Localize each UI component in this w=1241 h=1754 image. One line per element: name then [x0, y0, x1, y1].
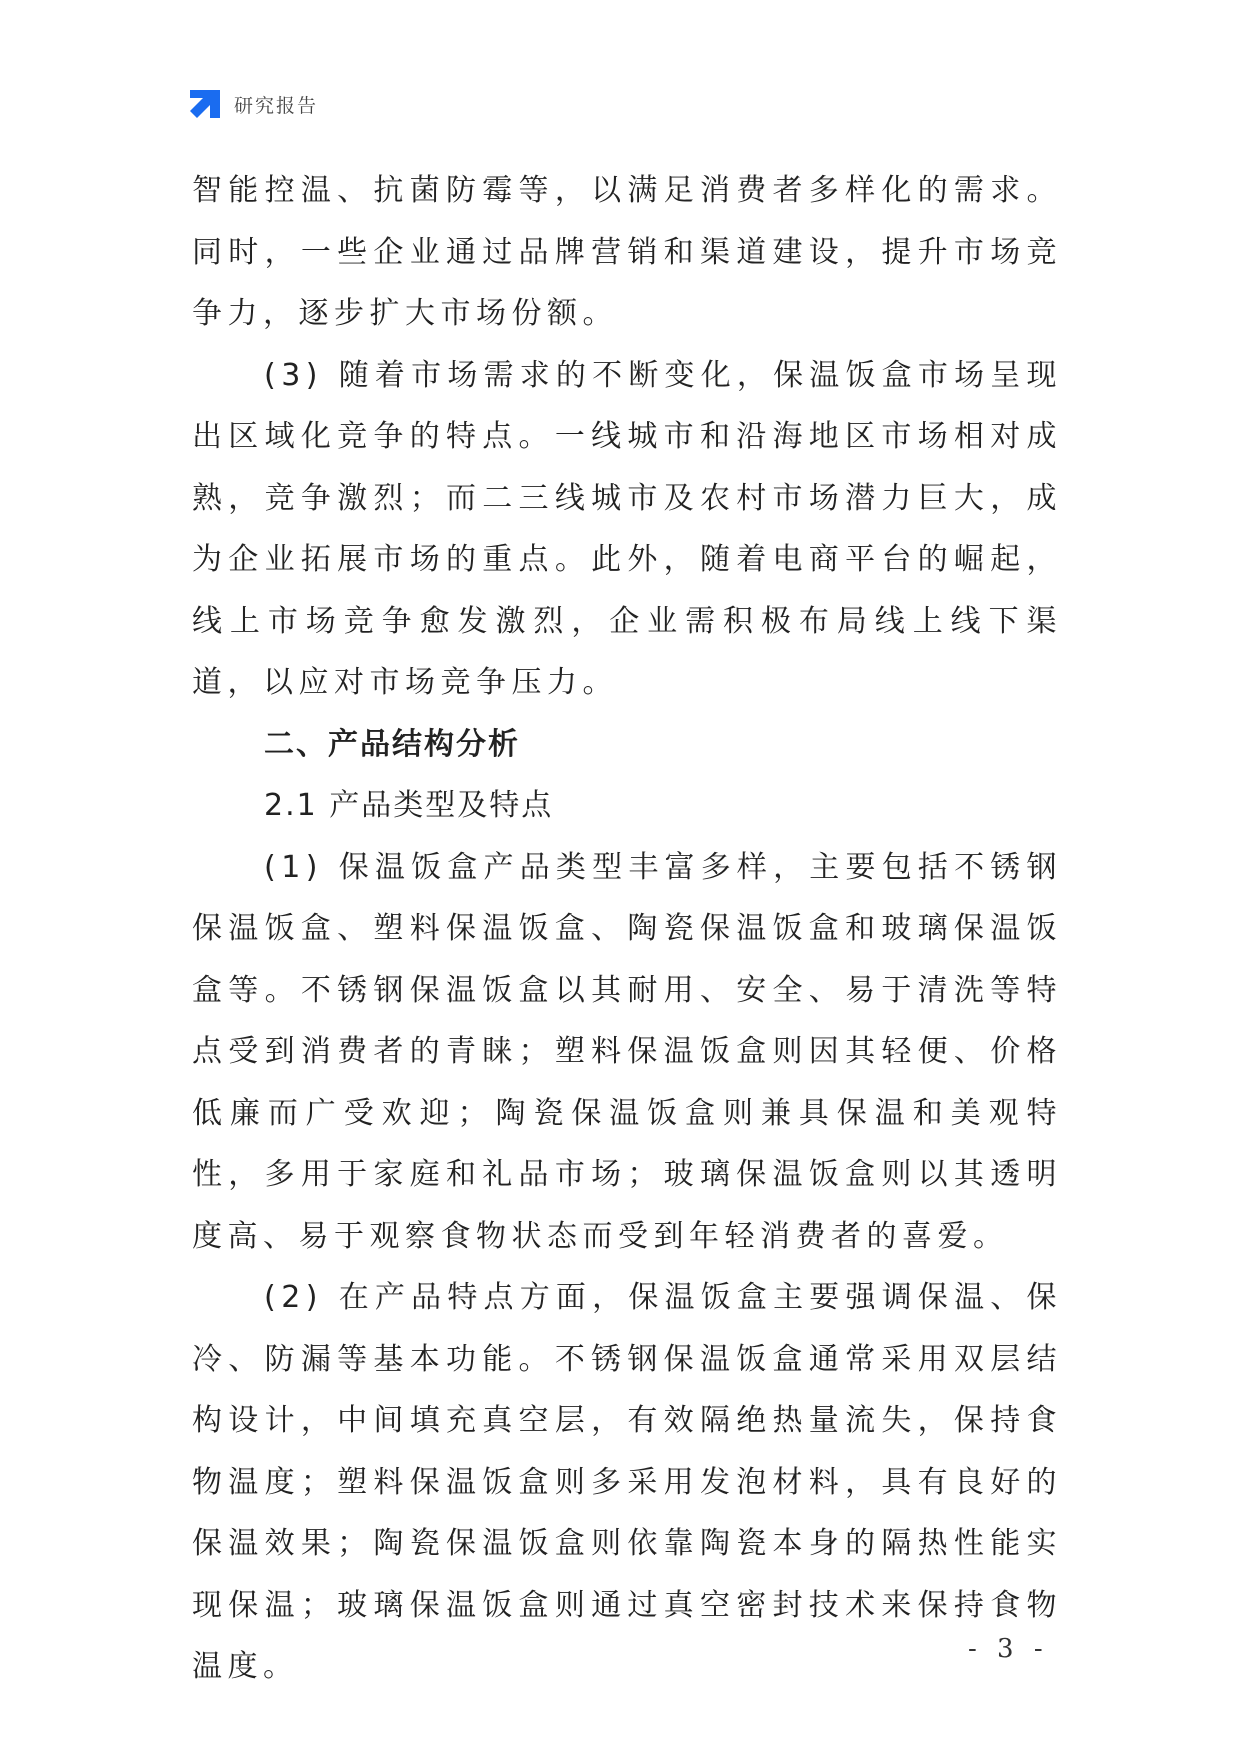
paragraph-1: (1) 保温饭盒产品类型丰富多样，主要包括不锈钢保温饭盒、塑料保温饭盒、陶瓷保温饭盒和玻璃保温饭盒等。不锈钢保温饭盒以其耐用、安全、易于清洗等特点受到消费者的青睐；塑料保温饭盒则因其轻便、价格低廉而广受欢迎；陶瓷保温饭盒则兼具保温和美观特性，多用于家庭和礼品市场；玻璃保温饭盒则以其透明度高、易于观察食物状态而受到年轻消费者的喜爱。: [192, 849, 1062, 1254]
arrow-logo-icon: [188, 88, 222, 120]
page-number: - 3 -: [968, 1634, 1049, 1664]
paragraph-continued: 智能控温、抗菌防霉等，以满足消费者多样化的需求。同时，一些企业通过品牌营销和渠道建设，提升市场竞争力，逐步扩大市场份额。: [192, 173, 1062, 331]
header-label: 研究报告: [234, 94, 319, 117]
document-body: [192, 160, 1062, 1698]
page-header: [188, 88, 318, 120]
paragraph-2: (2) 在产品特点方面，保温饭盒主要强调保温、保冷、防漏等基本功能。不锈钢保温饭盒通常采用双层结构设计，中间填充真空层，有效隔绝热量流失，保持食物温度；塑料保温饭盒则多采用发泡材料，具有良好的保温效果；陶瓷保温饭盒则依靠陶瓷本身的隔热性能实现保温；玻璃保温饭盒则通过真空密封技术来保持食物温度。: [192, 1280, 1062, 1684]
subsection-heading: 2.1 产品类型及特点: [264, 788, 554, 823]
section-heading: 二、产品结构分析: [264, 726, 520, 762]
paragraph-3: (3) 随着市场需求的不断变化，保温饭盒市场呈现出区域化竞争的特点。一线城市和沿海地区市场相对成熟，竞争激烈；而二三线城市及农村市场潜力巨大，成为企业拓展市场的重点。此外，随着电商平台的崛起，线上市场竞争愈发激烈，企业需积极布局线上线下渠道，以应对市场竞争压力。: [192, 357, 1062, 700]
